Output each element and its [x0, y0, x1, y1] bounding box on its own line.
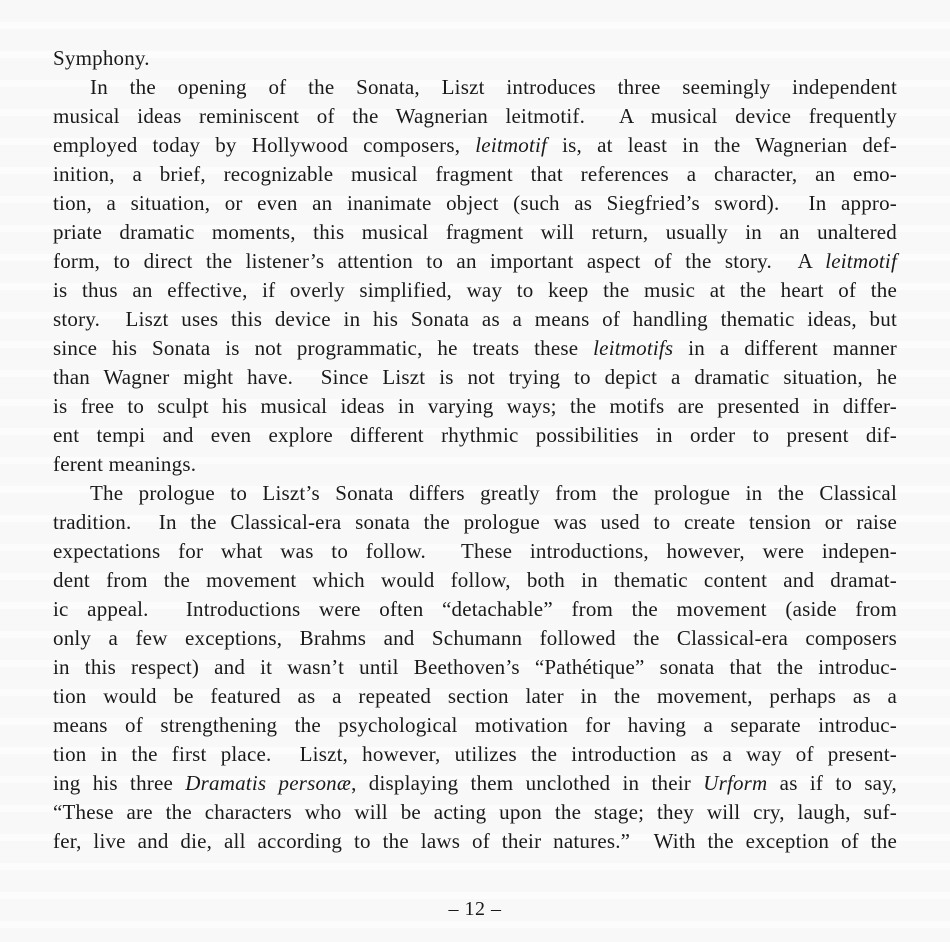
- text-line: [53, 740, 897, 769]
- text-line: [53, 798, 897, 827]
- text-segment: is, at least in the Wagnerian def-: [547, 133, 897, 157]
- text-segment: musical ideas reminiscent of the Wagnerian leitmotif. A musical device frequently: [53, 104, 897, 128]
- italic-term: Urform: [703, 771, 768, 795]
- text-line: [53, 189, 897, 218]
- text-segment: ic appeal. Introductions were often “detachable” from the movement (aside from: [53, 597, 897, 621]
- text-segment: inition, a brief, recognizable musical fragment that references a character, an emo-: [53, 162, 897, 186]
- page-footer: [0, 898, 950, 920]
- text-segment: In the opening of the Sonata, Liszt introduces three seemingly independent: [90, 75, 897, 99]
- italic-term: leitmotifs: [593, 336, 674, 360]
- text-segment: tradition. In the Classical-era sonata the prologue was used to create tension or raise: [53, 510, 897, 534]
- text-segment: tion would be featured as a repeated section later in the movement, perhaps as a: [53, 684, 897, 708]
- text-segment: than Wagner might have. Since Liszt is not trying to depict a dramatic situation, he: [53, 365, 897, 389]
- text-line: [53, 218, 897, 247]
- text-segment: priate dramatic moments, this musical fragment will return, usually in an unaltered: [53, 220, 897, 244]
- text-segment: employed today by Hollywood composers,: [53, 133, 476, 157]
- text-line: [53, 827, 897, 856]
- text-line: [53, 682, 897, 711]
- text-segment: form, to direct the listener’s attention to an important aspect of the story. A: [53, 249, 826, 273]
- text-segment: as if to say,: [767, 771, 897, 795]
- italic-term: leitmotif: [475, 133, 548, 157]
- text-segment: only a few exceptions, Brahms and Schumann followed the Classical-era composers: [53, 626, 897, 650]
- text-line: [53, 537, 897, 566]
- text-line: [53, 160, 897, 189]
- text-line: [53, 363, 897, 392]
- text-line: [53, 247, 897, 276]
- page-text: [53, 44, 897, 856]
- text-line: [53, 508, 897, 537]
- text-line: [53, 276, 897, 305]
- text-line: [53, 421, 897, 450]
- text-segment: means of strengthening the psychological motivation for having a separate introduc-: [53, 713, 897, 737]
- text-line: [53, 44, 897, 73]
- text-segment: story. Liszt uses this device in his Sonata as a means of handling thematic ideas, but: [53, 307, 897, 331]
- text-segment: ent tempi and even explore different rhythmic possibilities in order to present dif-: [53, 423, 897, 447]
- text-segment: tion in the first place. Liszt, however, utilizes the introduction as a way of present-: [53, 742, 897, 766]
- text-segment: The prologue to Liszt’s Sonata differs greatly from the prologue in the Classical: [90, 481, 897, 505]
- text-line: [53, 392, 897, 421]
- text-line: [53, 711, 897, 740]
- text-segment: in this respect) and it wasn’t until Beethoven’s “Pathétique” sonata that the introduc-: [53, 655, 897, 679]
- text-line: [53, 595, 897, 624]
- text-line: [53, 131, 897, 160]
- text-segment: since his Sonata is not programmatic, he treats these: [53, 336, 594, 360]
- page-number: – 12 –: [448, 898, 502, 920]
- text-line: [53, 450, 897, 479]
- italic-term: Dramatis personæ: [185, 771, 352, 795]
- text-segment: Symphony.: [53, 46, 150, 70]
- text-segment: is free to sculpt his musical ideas in varying ways; the motifs are presented in differ-: [53, 394, 897, 418]
- text-line: [53, 334, 897, 363]
- text-line: [53, 305, 897, 334]
- italic-term: leitmotif: [825, 249, 897, 273]
- text-line: [53, 769, 897, 798]
- text-segment: is thus an effective, if overly simplified, way to keep the music at the heart of the: [53, 278, 897, 302]
- text-segment: , displaying them unclothed in their: [351, 771, 704, 795]
- text-line: [53, 102, 897, 131]
- text-line: [53, 73, 897, 102]
- text-line: [53, 624, 897, 653]
- text-segment: “These are the characters who will be acting upon the stage; they will cry, laugh, suf-: [53, 800, 897, 824]
- text-segment: fer, live and die, all according to the laws of their natures.” With the exception of the: [53, 829, 897, 853]
- text-segment: dent from the movement which would follow, both in thematic content and dramat-: [53, 568, 897, 592]
- text-line: [53, 479, 897, 508]
- text-segment: expectations for what was to follow. These introductions, however, were indepen-: [53, 539, 897, 563]
- text-line: [53, 653, 897, 682]
- text-segment: ing his three: [53, 771, 186, 795]
- text-line: [53, 566, 897, 595]
- text-segment: in a different manner: [673, 336, 898, 360]
- text-segment: tion, a situation, or even an inanimate object (such as Siegfried’s sword). In appro-: [53, 191, 897, 215]
- text-segment: ferent meanings.: [53, 452, 197, 476]
